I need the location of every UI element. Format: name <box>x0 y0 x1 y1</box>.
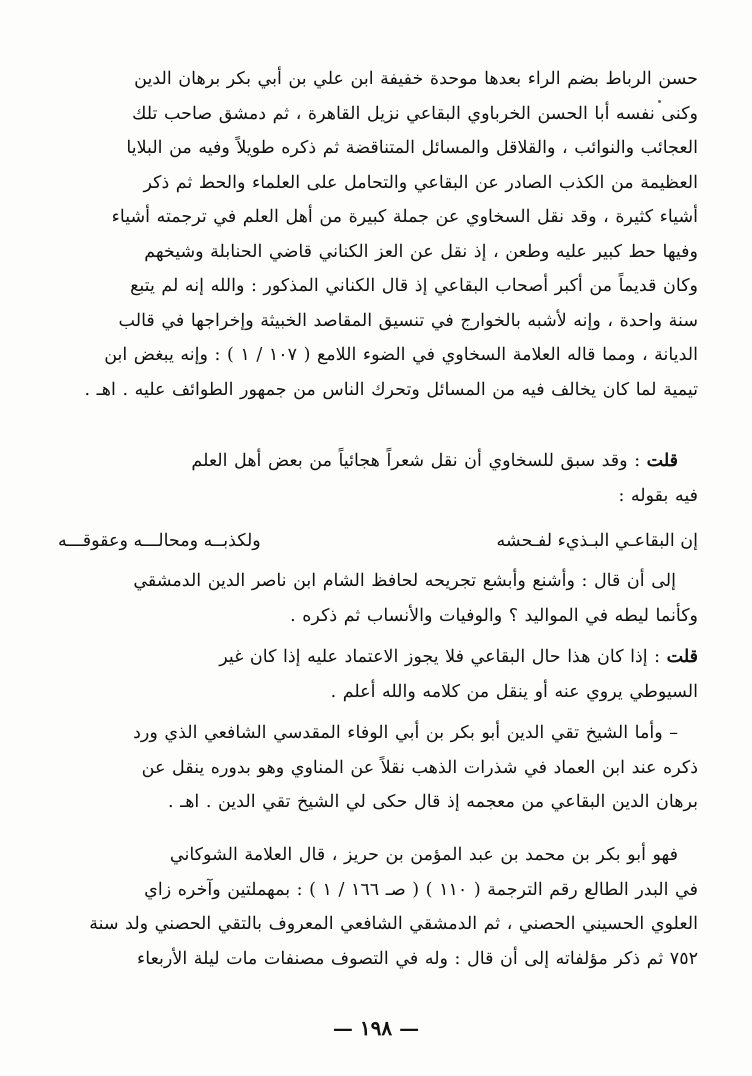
text-line: برهان الدين البقاعي من معجمه إذ قال حكى لي الشيخ تقي الدين . اهـ . <box>167 792 698 812</box>
text-run: : إذا كان هذا حال البقاعي فلا يجوز الاعتماد عليه إذا كان غير <box>219 647 667 667</box>
text-line: ٧٥٢ ثم ذكر مؤلفاته إلى أن قال : وله في التصوف مصنفات مات ليلة الأربعاء <box>137 948 698 969</box>
poem-verse <box>58 524 698 558</box>
text-line: سنة واحدة ، وإنه لأشبه بالخوارج في تنسيق المقاصد الخبيثة وإخراجها في قالب <box>118 310 698 331</box>
text-line: السيوطي يروي عنه أو ينقل من كلامه والله أعلم . <box>330 681 698 702</box>
text-line: وكأنما ليطه في المواليد ؟ والوفيات والأنساب ثم ذكره . <box>290 605 698 626</box>
text-line: العلوي الحسيني الحصني ، ثم الدمشقي الشافعي المعروف بالتقي الحصني ولد سنة <box>89 914 698 934</box>
text-line: وكنى نفسه أبا الحسن الخرباوي البقاعي نزيل القاهرة ، ثم دمشق صاحب تلك <box>131 103 698 124</box>
paragraph-taqi-al-din <box>58 716 698 820</box>
paragraph-abu-bakr-identity <box>58 838 698 976</box>
text-line <box>58 444 698 479</box>
text-line <box>58 640 698 675</box>
text-line: ذكره عند ابن العماد في شذرات الذهب نقلاً عن المناوي وهو بدوره ينقل عن <box>141 757 698 778</box>
text-line: – وأما الشيخ تقي الدين أبو بكر بن أبي الوفاء المقدسي الشافعي الذي ورد <box>133 723 678 743</box>
text-line: العظيمة من الكذب الصادر عن البقاعي والتحامل على العلماء والحط ثم ذكر <box>143 172 698 193</box>
text-line: وكان قديماً من أكبر أصحاب البقاعي إذ قال الكناني المذكور : والله إنه لم يتبع <box>130 276 698 296</box>
qultu-keyword: قلت <box>646 451 678 471</box>
text-line: وفيها حط كبير عليه وطعن ، إذ نقل عن العز الكناني قاضي الحنابلة وشيخهم <box>144 241 698 262</box>
text-line: أشياء كثيرة ، وقد نقل السخاوي عن جملة كبيرة من أهل العلم في ترجمته أشياء <box>111 207 698 227</box>
paragraph-qultu-judgement <box>58 640 698 709</box>
text-line: تيمية لما كان يخالف فيه من المسائل وتحرك الناس من جمهور الطوائف عليه . اهـ . <box>84 379 698 400</box>
poem-hemistich-second: ولكذبــه ومحالـــه وعقوقـــه <box>58 531 261 551</box>
paragraph-continuation <box>58 564 698 633</box>
text-line: إلى أن قال : وأشنع وأبشع تجريحه لحافظ الشام ابن ناصر الدين الدمشقي <box>133 571 676 591</box>
text-line: فهو أبو بكر بن محمد بن عبد المؤمن بن حريز ، قال العلامة الشوكاني <box>169 845 678 865</box>
paragraph-qultu-poem-intro <box>58 444 698 513</box>
text-line: حسن الرباط بضم الراء بعدها موحدة خفيفة ابن علي بن أبي بكر برهان الدين <box>134 69 698 89</box>
text-line: في البدر الطالع رقم الترجمة ( ١١٠ ) ( صـ ١٦٦ / ١ ) : بمهملتين وآخره زاي <box>144 879 698 900</box>
text-line: الديانة ، ومما قاله العلامة السخاوي في الضوء اللامع ( ١٠٧ / ١ ) : وإنه يبغض ابن <box>104 345 698 365</box>
qultu-keyword: قلت <box>666 647 698 667</box>
text-run: : وقد سبق للسخاوي أن نقل شعراً هجائياً من بعض أهل العلم <box>191 451 647 471</box>
text-line: فيه بقوله : <box>618 485 698 506</box>
text-line: العجائب والنوائب ، والقلاقل والمسائل المتناقضة ثم ذكره طويلاً وفيه من البلايا <box>126 138 698 158</box>
paragraph-biography-baqai <box>58 62 698 407</box>
poem-hemistich-first: إن البقاعـي البـذيء لفـحشه <box>496 531 698 551</box>
page-number: — ١٩٨ — <box>332 1016 420 1040</box>
